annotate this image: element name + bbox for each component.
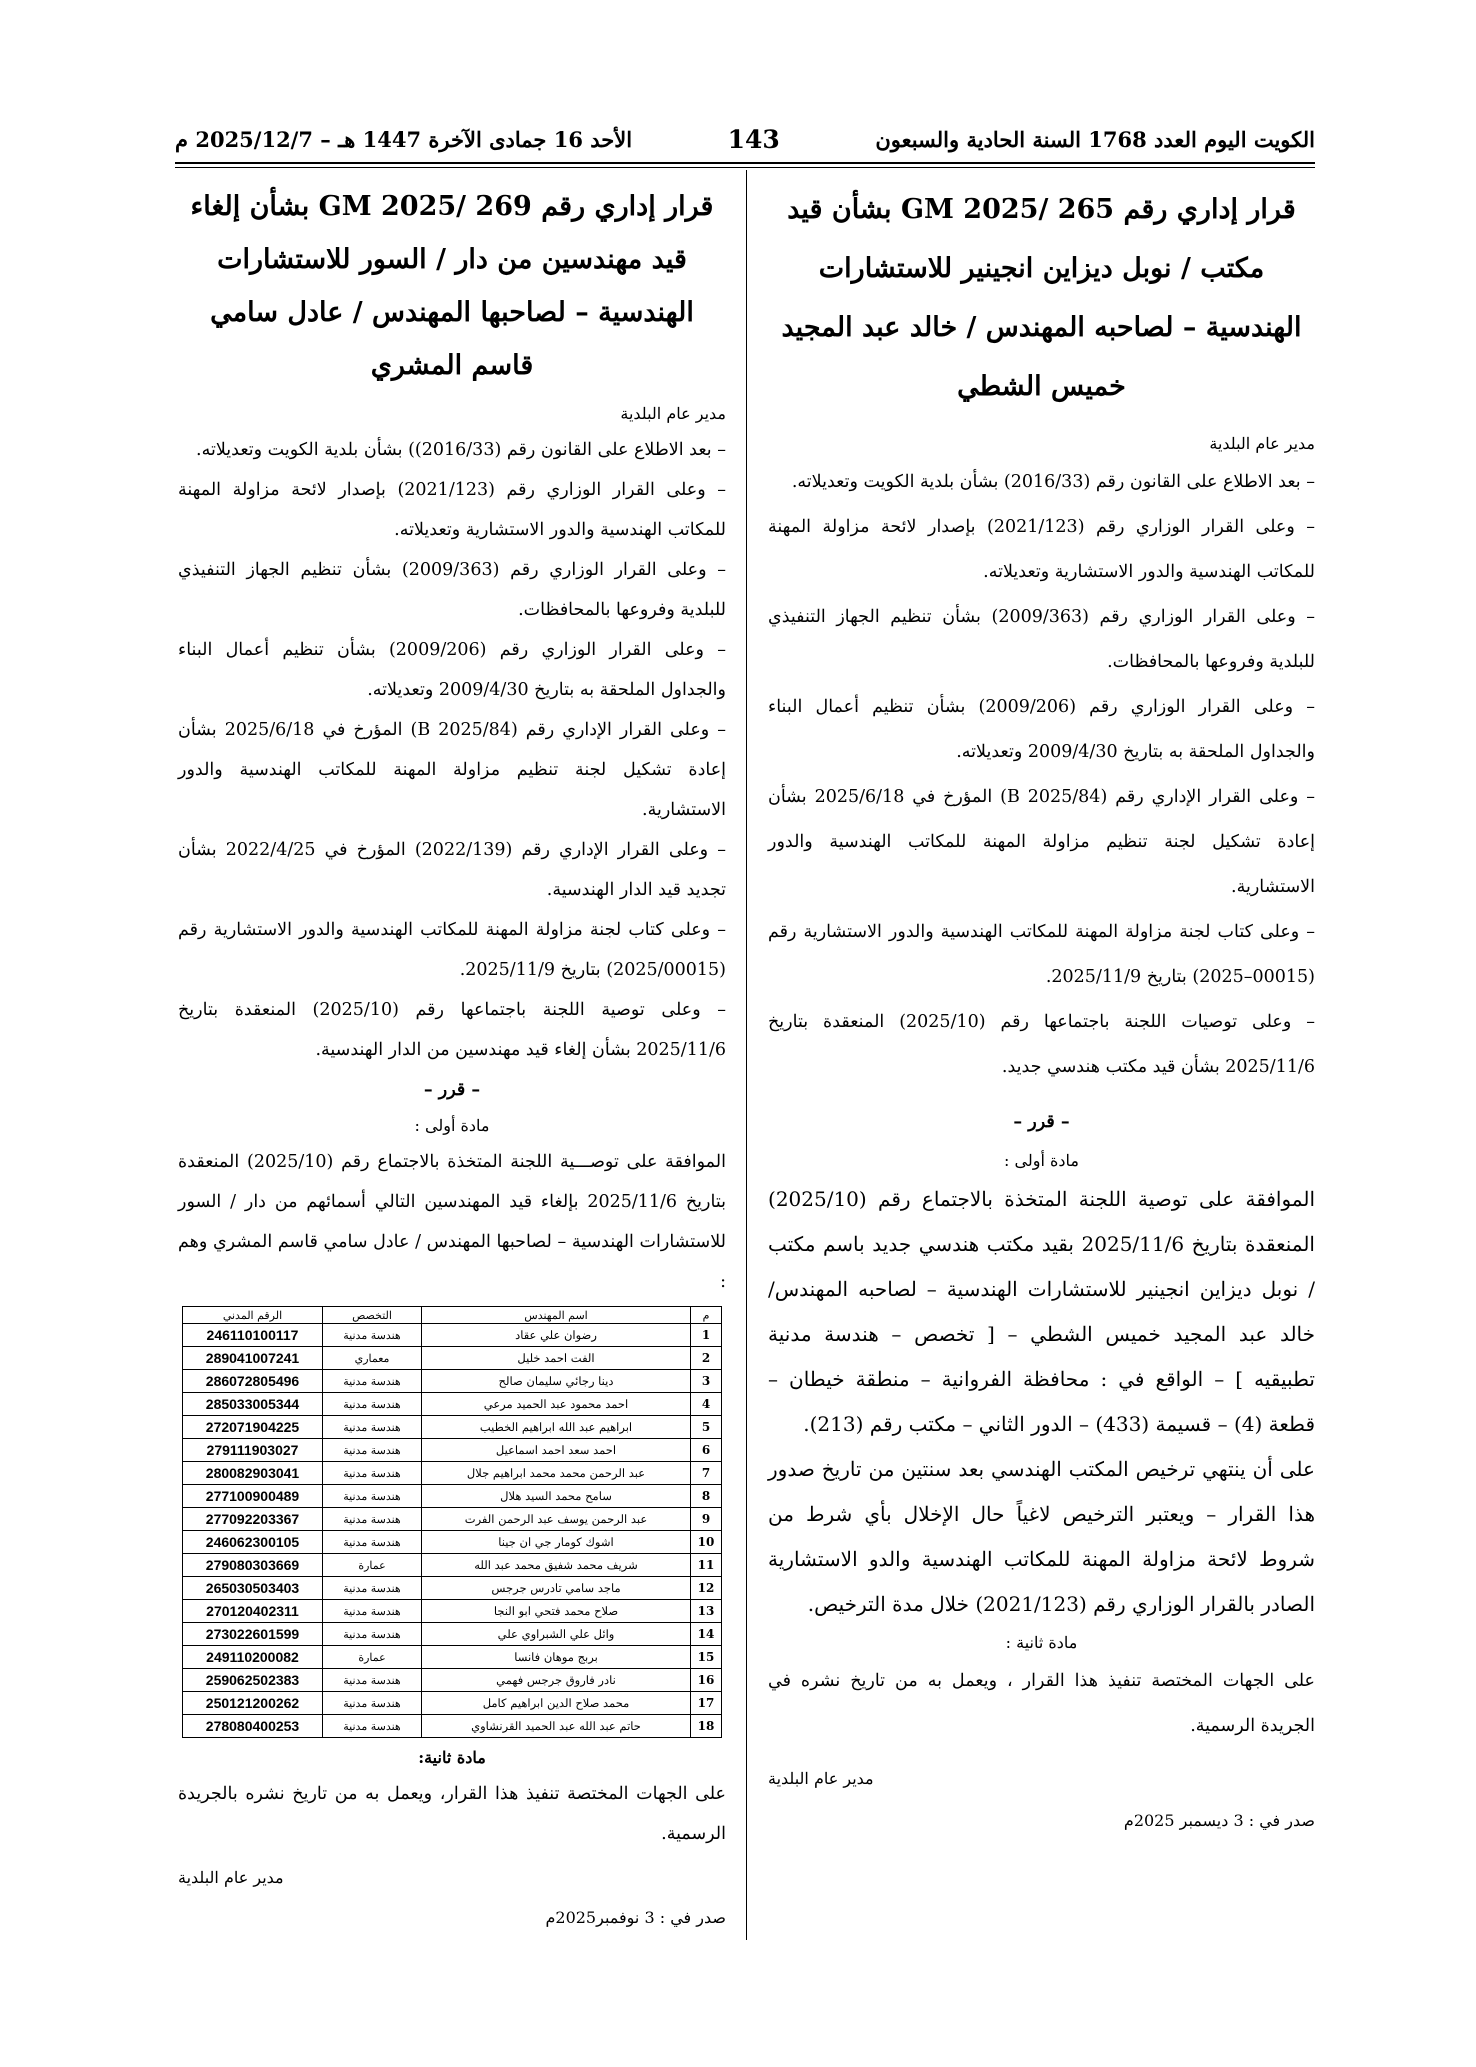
table-cell-specialty: هندسة مدنية [323, 1439, 422, 1462]
decree-269-signature: مدير عام البلدية [178, 1868, 284, 1887]
table-cell-specialty: هندسة مدنية [323, 1508, 422, 1531]
table-cell-specialty: هندسة مدنية [323, 1600, 422, 1623]
table-cell-specialty: عمارة [323, 1646, 422, 1669]
decree-265-clause: – وعلى توصيات اللجنة باجتماعها رقم (2025/10) المنعقدة بتاريخ 2025/11/6 بشأن قيد مكتب هندسي جديد. [768, 1012, 1315, 1077]
page-header [175, 118, 1315, 160]
table-row [183, 1669, 722, 1692]
table-cell-name: صلاح محمد فتحي ابو النجا [422, 1600, 691, 1623]
decree-265-column [768, 180, 1315, 1837]
table-row [183, 1370, 722, 1393]
table-cell-name: ماجد سامي تادرس جرجس [422, 1577, 691, 1600]
table-cell-civil-id: 270120402311 [183, 1600, 323, 1623]
table-cell-index: 1 [691, 1324, 722, 1347]
decree-265-title: قرار إداري رقم 265 /GM 2025 بشأن قيد مكتب / نوبل ديزاين انجينير للاستشارات الهندسية – لصاحبه المهندس / خالد عبد المجيد خميس الشطي [781, 194, 1302, 402]
decree-269-clause: – وعلى توصية اللجنة باجتماعها رقم (2025/10) المنعقدة بتاريخ 2025/11/6 بشأن إلغاء قيد مهندسين من الدار الهندسية. [178, 1000, 727, 1060]
table-cell-index: 18 [691, 1715, 722, 1738]
decree-269-decided: – قرر – [423, 1080, 481, 1100]
decree-269-article2-text: على الجهات المختصة تنفيذ هذا القرار، ويعمل به من تاريخ نشره بالجريدة الرسمية. [178, 1784, 726, 1844]
decree-269-issued-date: صدر في : 3 نوفمبر2025م [545, 1908, 726, 1927]
table-cell-name: احمد محمود عبد الحميد مرعي [422, 1393, 691, 1416]
table-cell-index: 5 [691, 1416, 722, 1439]
table-header-civil-id: الرقم المدني [183, 1307, 323, 1324]
table-cell-civil-id: 278080400253 [183, 1715, 323, 1738]
table-cell-index: 9 [691, 1508, 722, 1531]
table-cell-civil-id: 250121200262 [183, 1692, 323, 1715]
table-header-name: اسم المهندس [422, 1307, 691, 1324]
header-date: الأحد 16 جمادى الآخرة 1447 هـ – 2025/12/7 م [175, 126, 633, 152]
decree-265-article1-text2: على أن ينتهي ترخيص المكتب الهندسي بعد سنتين من تاريخ صدور هذا القرار – ويعتبر الترخيص لاغياً حال الإخلال بأي شرط من شروط لائحة مزاولة المهنة للمكاتب الهندسية والدو الاستشارية الصادر بالقرار الوزاري رقم (2021/123) خلال مدة الترخيص. [768, 1457, 1315, 1616]
table-cell-civil-id: 289041007241 [183, 1347, 323, 1370]
table-cell-index: 10 [691, 1531, 722, 1554]
decree-265-clause: – وعلى القرار الإداري رقم (B 2025/84) المؤرخ في 2025/6/18 بشأن إعادة تشكيل لجنة تنظيم مزاولة المهنة للمكاتب الهندسية والدور الاستشارية. [768, 787, 1316, 897]
table-row [183, 1646, 722, 1669]
table-row [183, 1692, 722, 1715]
table-cell-specialty: هندسة مدنية [323, 1462, 422, 1485]
table-cell-civil-id: 277092203367 [183, 1508, 323, 1531]
decree-265-article1-text: الموافقة على توصية اللجنة المتخذة بالاجتماع رقم (2025/10) المنعقدة بتاريخ 2025/11/6 بقيد مكتب هندسي جديد باسم مكتب / نوبل ديزاين انجينير للاستشارات الهندسية – لصاحبه المهندس/ خالد عبد المجيد خميس الشطي – [ تخصص – هندسة مدنية تطبيقيه ] – الواقع في : محافظة الفروانية – منطقة خيطان – قطعة (4) – قسيمة (433) – الدور الثاني – مكتب رقم (213). [768, 1187, 1315, 1436]
decree-269-issuer: مدير عام البلدية [620, 404, 726, 423]
table-row [183, 1485, 722, 1508]
table-cell-index: 2 [691, 1347, 722, 1370]
table-cell-civil-id: 279080303669 [183, 1554, 323, 1577]
table-cell-specialty: هندسة مدنية [323, 1692, 422, 1715]
header-rule-thick [175, 162, 1315, 164]
table-cell-specialty: معماري [323, 1347, 422, 1370]
table-cell-civil-id: 277100900489 [183, 1485, 323, 1508]
table-cell-civil-id: 259062502383 [183, 1669, 323, 1692]
table-cell-civil-id: 279111903027 [183, 1439, 323, 1462]
table-cell-index: 17 [691, 1692, 722, 1715]
table-cell-name: حاتم عبد الله عبد الحميد القرنشاوي [422, 1715, 691, 1738]
table-cell-name: عبد الرحمن يوسف عبد الرحمن الفرت [422, 1508, 691, 1531]
table-row [183, 1554, 722, 1577]
table-cell-name: بربج موهان فانسا [422, 1646, 691, 1669]
table-row [183, 1508, 722, 1531]
table-cell-name: نادر فاروق جرجس فهمي [422, 1669, 691, 1692]
table-cell-name: وائل علي الشبراوي علي [422, 1623, 691, 1646]
table-cell-specialty: هندسة مدنية [323, 1324, 422, 1347]
table-row [183, 1416, 722, 1439]
decree-269-column [178, 180, 726, 1934]
table-cell-index: 6 [691, 1439, 722, 1462]
decree-269-clause: – وعلى القرار الإداري رقم (2022/139) المؤرخ في 2022/4/25 بشأن تجديد قيد الدار الهندسية. [178, 840, 726, 900]
decree-269-article1-label: مادة أولى : [414, 1116, 490, 1135]
decree-265-signature: مدير عام البلدية [768, 1769, 874, 1788]
engineers-table-body [183, 1324, 722, 1738]
table-cell-specialty: هندسة مدنية [323, 1370, 422, 1393]
decree-265-clause: – وعلى القرار الوزاري رقم (2009/363) بشأن تنظيم الجهاز التنفيذي للبلدية وفروعها بالمحافظات. [768, 607, 1316, 672]
table-cell-specialty: هندسة مدنية [323, 1623, 422, 1646]
table-cell-specialty: هندسة مدنية [323, 1416, 422, 1439]
decree-269-article2-label: مادة ثانية: [418, 1748, 486, 1767]
table-row [183, 1439, 722, 1462]
decree-269-clause: – وعلى كتاب لجنة مزاولة المهنة للمكاتب الهندسية والدور الاستشارية رقم (2025/00015) بتاريخ 2025/11/9. [178, 920, 726, 980]
table-cell-civil-id: 249110200082 [183, 1646, 323, 1669]
decree-265-clause: – وعلى كتاب لجنة مزاولة المهنة للمكاتب الهندسية والدور الاستشارية رقم (00015–2025) بتاريخ 2025/11/9. [768, 922, 1315, 987]
decree-265-clause: – وعلى القرار الوزاري رقم (2009/206) بشأن تنظيم أعمال البناء والجداول الملحقة به بتاريخ 2009/4/30 وتعديلاته. [768, 697, 1315, 762]
decree-269-clause: – بعد الاطلاع على القانون رقم (2016/33)) بشأن بلدية الكويت وتعديلاته. [196, 440, 726, 460]
table-row [183, 1600, 722, 1623]
table-cell-name: محمد صلاح الدين ابراهيم كامل [422, 1692, 691, 1715]
decree-265-decided: – قرر – [1013, 1112, 1070, 1132]
table-cell-index: 8 [691, 1485, 722, 1508]
table-cell-civil-id: 273022601599 [183, 1623, 323, 1646]
table-cell-specialty: هندسة مدنية [323, 1577, 422, 1600]
decree-265-issuer: مدير عام البلدية [1209, 434, 1315, 453]
table-cell-name: شريف محمد شفيق محمد عبد الله [422, 1554, 691, 1577]
table-cell-index: 11 [691, 1554, 722, 1577]
table-cell-index: 15 [691, 1646, 722, 1669]
table-cell-specialty: عمارة [323, 1554, 422, 1577]
table-cell-civil-id: 246110100117 [183, 1324, 323, 1347]
decree-265-article2-label: مادة ثانية : [1005, 1633, 1078, 1652]
header-issue-info: الكويت اليوم العدد 1768 السنة الحادية والسبعون [875, 126, 1315, 152]
table-cell-specialty: هندسة مدنية [323, 1715, 422, 1738]
table-cell-name: عبد الرحمن محمد محمد ابراهيم جلال [422, 1462, 691, 1485]
header-rule-thin [175, 167, 1315, 168]
decree-265-article1-label: مادة أولى : [1004, 1151, 1079, 1170]
decree-269-clause: – وعلى القرار الوزاري رقم (2009/206) بشأن تنظيم أعمال البناء والجداول الملحقة به بتاريخ 2009/4/30 وتعديلاته. [178, 640, 727, 700]
table-cell-civil-id: 285033005344 [183, 1393, 323, 1416]
table-cell-name: الفت احمد خليل [422, 1347, 691, 1370]
table-cell-name: دينا رجائي سليمان صالح [422, 1370, 691, 1393]
table-cell-index: 12 [691, 1577, 722, 1600]
table-row [183, 1623, 722, 1646]
table-cell-name: احمد سعد احمد اسماعيل [422, 1439, 691, 1462]
decree-269-article1-text: الموافقة على توصـــية اللجنة المتخذة بالاجتماع رقم (2025/10) المنعقدة بتاريخ 2025/11/6 بإلغاء قيد المهندسين التالي أسمائهم من دار / السور للاستشارات الهندسية – لصاحبها المهندس / عادل سامي قاسم المشري وهم : [178, 1152, 726, 1292]
decree-269-title: قرار إداري رقم 269 /GM 2025 بشأن إلغاء قيد مهندسين من دار / السور للاستشارات الهندسية – لصاحبها المهندس / عادل سامي قاسم المشري [190, 191, 714, 381]
decree-265-issued-date: صدر في : 3 ديسمبر 2025م [1123, 1811, 1315, 1830]
column-divider [746, 170, 747, 1940]
table-cell-name: اشوك كومار جي ان جينا [422, 1531, 691, 1554]
table-row [183, 1347, 722, 1370]
table-cell-specialty: هندسة مدنية [323, 1393, 422, 1416]
table-row [183, 1531, 722, 1554]
table-cell-index: 14 [691, 1623, 722, 1646]
table-cell-specialty: هندسة مدنية [323, 1669, 422, 1692]
table-row [183, 1577, 722, 1600]
table-cell-name: ابراهيم عبد الله ابراهيم الخطيب [422, 1416, 691, 1439]
table-cell-index: 7 [691, 1462, 722, 1485]
decree-265-clause: – وعلى القرار الوزاري رقم (2021/123) بإصدار لائحة مزاولة المهنة للمكاتب الهندسية والدور الاستشارية وتعديلاته. [768, 517, 1315, 582]
table-cell-name: سامح محمد السيد هلال [422, 1485, 691, 1508]
decree-269-clause: – وعلى القرار الوزاري رقم (2009/363) بشأن تنظيم الجهاز التنفيذي للبلدية وفروعها بالمحافظات. [178, 560, 726, 620]
table-row [183, 1462, 722, 1485]
table-row [183, 1324, 722, 1347]
table-cell-civil-id: 272071904225 [183, 1416, 323, 1439]
table-cell-civil-id: 265030503403 [183, 1577, 323, 1600]
table-row [183, 1393, 722, 1416]
table-cell-index: 3 [691, 1370, 722, 1393]
engineers-table [182, 1306, 722, 1738]
decree-265-clause: – بعد الاطلاع على القانون رقم (2016/33) بشأن بلدية الكويت وتعديلاته. [791, 472, 1315, 492]
table-cell-civil-id: 246062300105 [183, 1531, 323, 1554]
table-cell-index: 4 [691, 1393, 722, 1416]
page-number: 143 [727, 124, 780, 154]
decree-265-article2-text: على الجهات المختصة تنفيذ هذا القرار ، ويعمل به من تاريخ نشره في الجريدة الرسمية. [768, 1671, 1315, 1736]
table-header-row [183, 1307, 722, 1324]
table-cell-specialty: هندسة مدنية [323, 1485, 422, 1508]
decree-269-clause: – وعلى القرار الوزاري رقم (2021/123) بإصدار لائحة مزاولة المهنة للمكاتب الهندسية والدور الاستشارية وتعديلاته. [178, 480, 726, 540]
table-cell-index: 13 [691, 1600, 722, 1623]
table-header-specialty: التخصص [323, 1307, 422, 1324]
table-cell-name: رضوان علي عقاد [422, 1324, 691, 1347]
table-cell-civil-id: 280082903041 [183, 1462, 323, 1485]
table-cell-civil-id: 286072805496 [183, 1370, 323, 1393]
table-header-index: م [691, 1307, 722, 1324]
table-row [183, 1715, 722, 1738]
table-cell-specialty: هندسة مدنية [323, 1531, 422, 1554]
table-cell-index: 16 [691, 1669, 722, 1692]
decree-269-clause: – وعلى القرار الإداري رقم (B 2025/84) المؤرخ في 2025/6/18 بشأن إعادة تشكيل لجنة تنظيم مزاولة المهنة للمكاتب الهندسية والدور الاستشارية. [178, 720, 726, 820]
